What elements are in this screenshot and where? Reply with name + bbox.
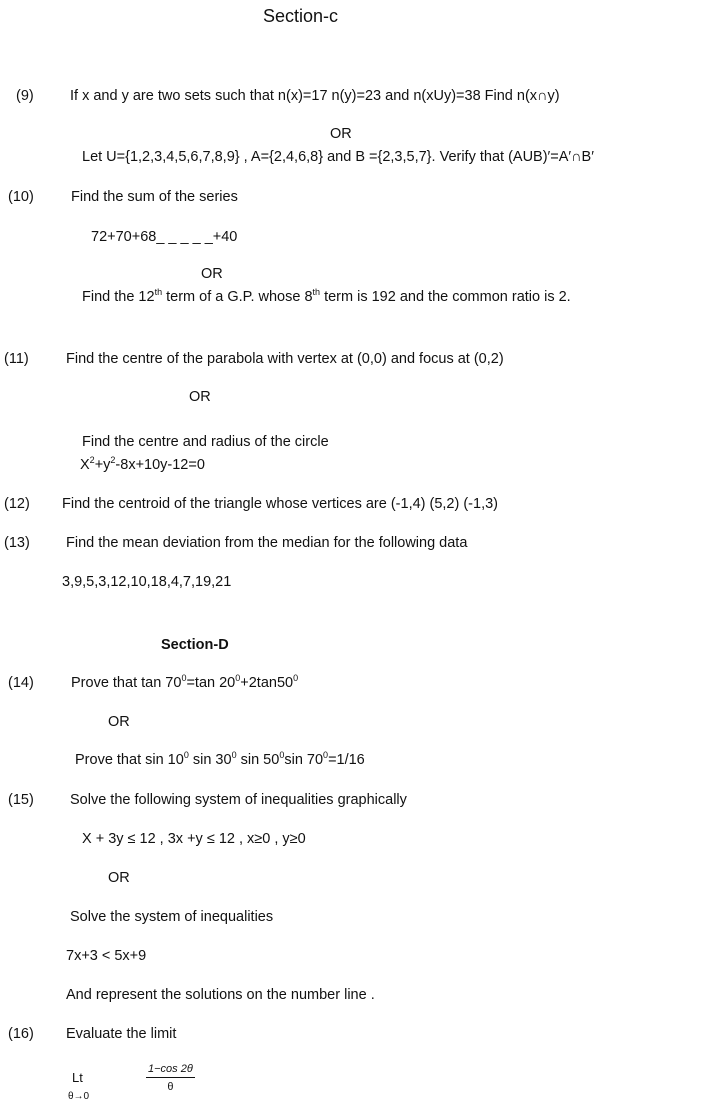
- question-number-16: (16): [8, 1026, 34, 1042]
- question-number-9: (9): [16, 88, 34, 104]
- limit-subscript: θ→0: [68, 1091, 90, 1102]
- question-number-14: (14): [8, 675, 34, 691]
- section-d-heading: Section-D: [161, 637, 229, 653]
- or-label: OR: [189, 389, 211, 405]
- question-number-15: (15): [8, 792, 34, 808]
- fraction-denominator: θ: [167, 1081, 174, 1093]
- or-label: OR: [201, 266, 223, 282]
- question-12-text: Find the centroid of the triangle whose vertices are (-1,4) (5,2) (-1,3): [62, 496, 498, 512]
- question-15-text: Solve the following system of inequalities graphically: [70, 792, 407, 808]
- question-15-represent-text: And represent the solutions on the number line .: [66, 987, 375, 1003]
- question-10-text: Find the sum of the series: [71, 189, 238, 205]
- question-9-alt-text: Let U={1,2,3,4,5,6,7,8,9} , A={2,4,6,8} and B ={2,3,5,7}. Verify that (AUB)′=A′∩B′: [82, 149, 594, 165]
- question-14-text: Prove that $\tan 70^0=\tan$ $20^0+2\tan 50^0$: [71, 673, 299, 691]
- question-9-text: If x and y are two sets such that n(x)=17 n(y)=23 and n(xUy)=38 Find n(x∩y): [70, 88, 560, 104]
- question-10-series: 72+70+68_ _ _ _ _+40: [91, 229, 238, 245]
- question-number-11: (11): [4, 351, 29, 367]
- fraction-numerator: 1−cos 2θ: [146, 1063, 195, 1078]
- or-label: OR: [108, 870, 130, 886]
- section-c-heading: Section-c: [263, 6, 339, 26]
- inequality: 7x+3 < 5x+9: [66, 948, 147, 964]
- question-13-text: Find the mean deviation from the median for the following data: [66, 535, 468, 551]
- question-11-alt-text: Find the centre and radius of the circle: [82, 434, 329, 450]
- question-10-alt-text: Find the 12th term of a G.P. whose 8th term is 192 and the common ratio is 2.: [82, 287, 571, 305]
- question-15-alt-text: Solve the system of inequalities: [70, 909, 274, 925]
- question-16-text: Evaluate the limit: [66, 1026, 177, 1042]
- or-label: OR: [330, 126, 352, 142]
- or-label: OR: [108, 714, 130, 730]
- inequality-system: X + 3y ≤ 12 , 3x +y ≤ 12 , x≥0 , y≥0: [82, 831, 306, 847]
- limit-fraction: [146, 1063, 195, 1093]
- question-13-data: 3,9,5,3,12,10,18,4,7,19,21: [62, 574, 232, 590]
- question-14-alt-text: Prove that $\sin 10^0$ $\sin 30^0$ $\sin 50^0\sin$ $70^0=1/16$: [75, 750, 365, 768]
- question-11-text: Find the centre of the parabola with vertex at (0,0) and focus at (0,2): [66, 351, 504, 367]
- question-number-12: (12): [4, 496, 30, 512]
- question-number-10: (10): [8, 189, 34, 205]
- circle-equation: $X^2+y^2-8x+10y-12=0$: [80, 455, 205, 473]
- question-number-13: (13): [4, 535, 30, 551]
- limit-operator: Lt: [72, 1070, 83, 1085]
